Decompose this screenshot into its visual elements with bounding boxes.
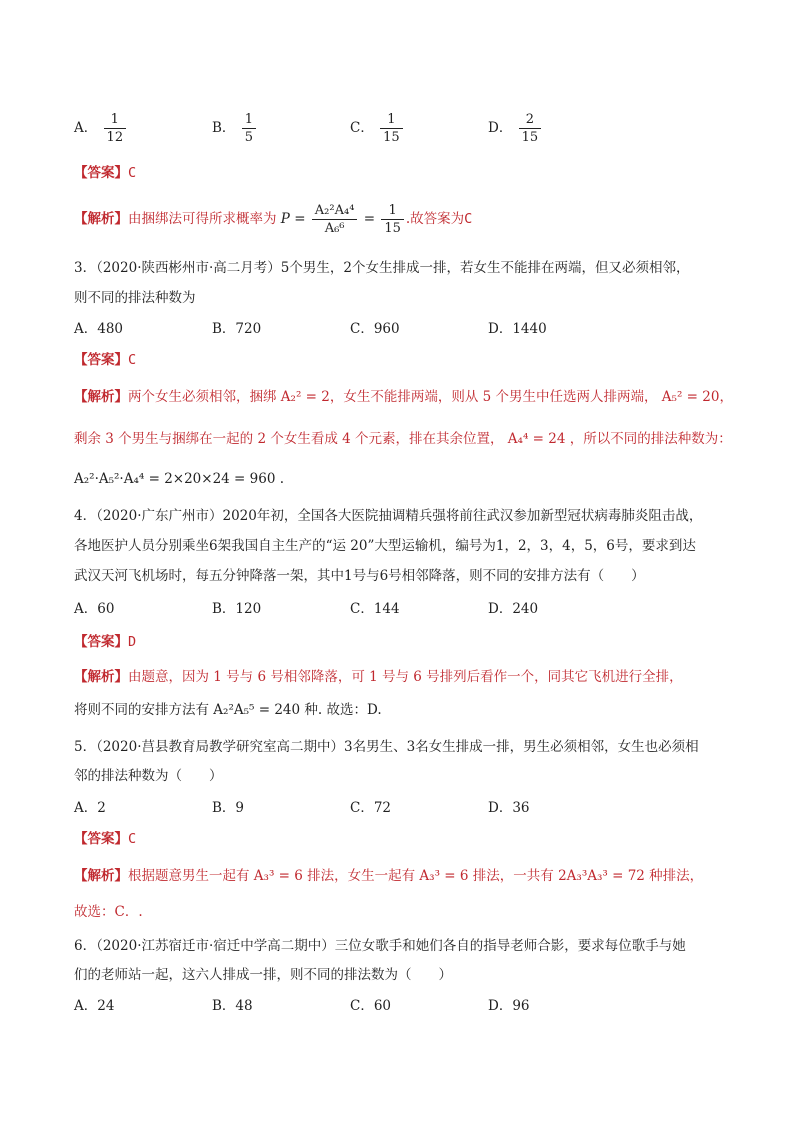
- q5-options: [74, 797, 734, 819]
- fraction: $\frac{2}{15}$: [519, 111, 542, 146]
- q2-answer: 【答案】C: [74, 165, 137, 181]
- q3-analysis-line1: 【解析】两个女生必须相邻，捆绑 A₂² = 2，女生不能排两端，则从 5 个男生中任选两人排两端， A₅² = 20，: [74, 389, 733, 405]
- q3-analysis-line2: 剩余 3 个男生与捆绑在一起的 2 个女生看成 4 个元素，排在其余位置， A₄⁴ = 24 ，所以不同的排法种数为：: [74, 431, 732, 447]
- q4-option-c: C．144: [350, 601, 400, 617]
- q4-answer: 【答案】D: [74, 634, 137, 650]
- fraction: $\frac{1}{15}$: [380, 111, 403, 146]
- q5-option-c: C．72: [350, 800, 392, 816]
- q6-stem-line1: 6．（2020·江苏宿迁市·宿迁中学高二期中）三位女歌手和她们各自的指导老师合影，要求每位歌手与她: [74, 938, 686, 954]
- q2-options: [74, 108, 734, 148]
- q4-analysis-line1: 【解析】由题意，因为 1 号与 6 号相邻降落，可 1 号与 6 号排列后看作一个，同其它飞机进行全排，: [74, 669, 683, 685]
- q5-stem-line1: 5．（2020·莒县教育局教学研究室高二期中）3名男生、3名女生排成一排，男生必须相邻，女生也必须相: [74, 739, 699, 755]
- q4-option-d: D．240: [488, 601, 539, 617]
- q3-answer: 【答案】C: [74, 352, 137, 368]
- q4-option-b: B．120: [212, 601, 262, 617]
- q3-option-b: B．720: [212, 321, 262, 337]
- q2-option-c: C． $\frac{1}{15}$: [350, 108, 405, 148]
- q5-analysis-line1: 【解析】根据题意男生一起有 A₃³ = 6 排法，女生一起有 A₃³ = 6 排法，一共有 2A₃³A₃³ = 72 种排法，: [74, 868, 704, 884]
- q5-answer: 【答案】C: [74, 831, 137, 847]
- q5-analysis-line2: 故选：C．.: [74, 904, 143, 920]
- q3-analysis-line3: A₂²·A₅²·A₄⁴ = 2×20×24 = 960 .: [74, 471, 285, 487]
- q5-option-b: B．9: [212, 800, 245, 816]
- q2-option-a: A． $\frac{1}{12}$: [74, 108, 128, 148]
- q3-option-a: A．480: [74, 321, 124, 337]
- q6-option-c: C．60: [350, 998, 392, 1014]
- q2-analysis: 【解析】由捆绑法可得所求概率为 P = $\frac{\text{A₂²A₄⁴}}{\text{A₆⁶}}$ = $\frac{1}{15}$ .故答案为C: [74, 203, 473, 236]
- q3-stem-line1: 3．（2020·陕西彬州市·高二月考）5个男生，2个女生排成一排，若女生不能排在两端，但又必须相邻，: [74, 260, 690, 276]
- q4-option-a: A．60: [74, 601, 115, 617]
- q6-option-b: B．48: [212, 998, 253, 1014]
- q3-stem-line2: 则不同的排法种数为: [74, 290, 196, 306]
- q3-option-d: D．1440: [488, 321, 547, 337]
- probability-fraction: $\frac{\text{A₂²A₄⁴}}{\text{A₆⁶}}$: [312, 202, 358, 237]
- q4-stem-line1: 4．（2020·广东广州市）2020年初，全国各大医院抽调精兵强将前往武汉参加新型冠状病毒肺炎阻击战，: [74, 508, 703, 524]
- q2-option-d: D． $\frac{2}{15}$: [488, 108, 543, 148]
- q4-stem-line3: 武汉天河飞机场时，每五分钟降落一架，其中1号与6号相邻降落，则不同的安排方法有（ ）: [74, 568, 645, 584]
- q4-stem-line2: 各地医护人员分别乘坐6架我国自主生产的“运 20”大型运输机，编号为1，2，3，4，5，6号，要求到达: [74, 538, 696, 554]
- q5-stem-line2: 邻的排法种数为（ ）: [74, 768, 223, 784]
- q4-analysis-line2: 将则不同的安排方法有 A₂²A₅⁵ = 240 种. 故选：D.: [74, 702, 382, 718]
- q3-options: [74, 318, 734, 340]
- q6-options: [74, 995, 734, 1017]
- q6-option-d: D．96: [488, 998, 530, 1014]
- fraction: $\frac{1}{15}$: [381, 202, 404, 237]
- q5-option-d: D．36: [488, 800, 530, 816]
- fraction: $\frac{1}{12}$: [104, 111, 127, 146]
- q6-stem-line2: 们的老师站一起，这六人排成一排，则不同的排法数为（ ）: [74, 967, 452, 983]
- q6-option-a: A．24: [74, 998, 115, 1014]
- q4-options: [74, 598, 734, 620]
- q5-option-a: A．2: [74, 800, 106, 816]
- q2-option-b: B． $\frac{1}{5}$: [212, 108, 258, 148]
- fraction: $\frac{1}{5}$: [242, 111, 256, 146]
- q3-option-c: C．960: [350, 321, 400, 337]
